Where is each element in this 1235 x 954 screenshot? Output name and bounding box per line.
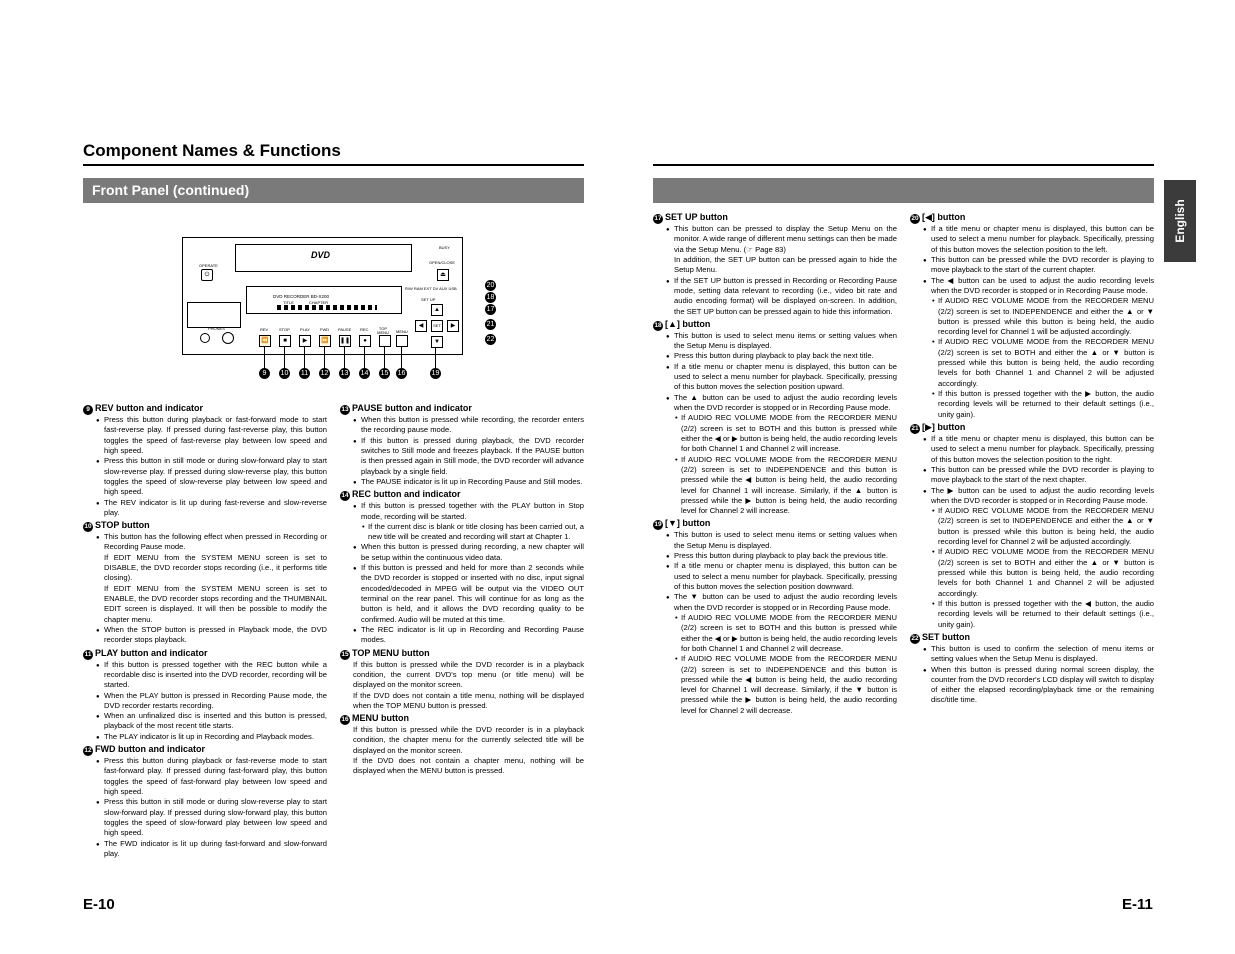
display-title-label: TITLE — [283, 300, 294, 305]
item-number: 19 — [654, 521, 662, 529]
sub-bullet-item: • If AUDIO REC VOLUME MODE from the RECORDER MENU (2/2) screen is set to BOTH and either the ▲ or ▼ button is pressed while this button is being held, the audio recording levels for both Channel 1 and Channel 2 will be adjusted accordingly. — [910, 547, 1154, 599]
sub-bullet-item: • If AUDIO REC VOLUME MODE from the RECORDER MENU (2/2) screen is set to BOTH and this button is pressed while either the ◀ or ▶ button is being held, the audio recording levels for both Channel 1 and Channel 2 will decrease. — [653, 613, 897, 654]
heading-text: PAUSE button and indicator — [352, 403, 472, 413]
play-button[interactable]: ▶ — [299, 335, 311, 347]
bullet-item: ● The ▶ button can be used to adjust the audio recording levels when the DVD recorder is stopped or in Recording Pause mode. — [910, 486, 1154, 507]
item-number: 11 — [84, 650, 92, 658]
bullet-item: ● The ◀ button can be used to adjust the audio recording levels when the DVD recorder is stopped or in Recording Pause mode. — [910, 276, 1154, 297]
display-chapter-label: CHAPTER — [309, 300, 329, 305]
front-panel-diagram — [182, 237, 463, 355]
heading-text: [▶] button — [922, 421, 966, 432]
sub-bullet-item: • If AUDIO REC VOLUME MODE from the RECORDER MENU (2/2) screen is set to INDEPENDENCE and this button is pressed while the ◀ button is being held, the audio recording level for Channel 1 will decrease. Similarly, if the ▼ button is pressed while the ▶ button is being held, the audio recording level for Channel 2 will decrease. — [653, 654, 897, 716]
bullet-item: ● The ▲ button can be used to adjust the audio recording levels when the DVD recorder is stopped or in Recording Pause mode. — [653, 393, 897, 414]
section-heading — [653, 319, 897, 331]
right-button[interactable]: ▶ — [447, 320, 459, 332]
bullet-item: ● Press this button during playback to play back the previous title. — [653, 551, 897, 561]
leader-16 — [401, 347, 402, 368]
bullet-item: ● If this button is pressed together with the REC button while a recordable disc is inserted into the DVD recorder, recording will be started. — [83, 660, 327, 691]
heading-text: TOP MENU button — [352, 647, 430, 658]
bullet-item: ● Press this button in still mode or during slow-reverse play to start slow-forward play. If pressed during slow-forward play, this button toggles the speed of slow-forward play between low speed and high speed. — [83, 797, 327, 838]
left-button[interactable]: ◀ — [415, 320, 427, 332]
paragraph: If the DVD does not contain a chapter menu, nothing will be displayed when the MENU button is pressed. — [353, 756, 584, 776]
sub-bullet-item: • If this button is pressed together with the ◀ button, the audio recording levels will be returned to their default settings (i.e., unity gain). — [910, 599, 1154, 630]
leader-10 — [284, 347, 285, 368]
busy-label: BUSY — [439, 245, 450, 250]
item-number: 20 — [911, 215, 919, 222]
callout-16: 16 — [397, 370, 406, 377]
bullet-item: ● This button has the following effect when pressed in Recording or Recording Pause mode. — [83, 532, 327, 553]
setup-label: SET UP — [421, 297, 436, 302]
pause-button[interactable]: ❚❚ — [339, 335, 351, 347]
stop-button[interactable]: ■ — [279, 335, 291, 347]
bullet-item: ● Press this button during playback or fast-forward mode to start fast-reverse play. If pressed during fast-reverse play, this button toggles the speed of fast-reverse play between low speed and high speed. — [83, 415, 327, 456]
item-number: 15 — [341, 650, 349, 658]
up-button[interactable]: ▲ — [431, 304, 443, 316]
bullet-item: ● Press this button during playback to play back the next title. — [653, 351, 897, 361]
bullet-item: ● If a title menu or chapter menu is displayed, this button can be used to select a menu number for playback. Specifically, pressing of this button moves the selection position upward. — [653, 362, 897, 393]
section-heading — [83, 744, 327, 756]
sub-bullet-item: • If this button is pressed together with the ▶ button, the audio recording levels will be returned to their default settings (i.e., unity gain). — [910, 389, 1154, 420]
sub-bullet-item: • If AUDIO REC VOLUME MODE from the RECORDER MENU (2/2) screen is set to INDEPENDENCE and this button is pressed while the ◀ button is being held, the audio recording level for Channel 1 will increase. Similarly, if the ▲ button is pressed while the ▶ button is being held, the audio recording level for Channel 2 will increase. — [653, 455, 897, 517]
bullet-item: ● This button is used to confirm the selection of menu items or setting values when the Setup Menu is displayed. — [910, 644, 1154, 665]
rev-button[interactable]: ⏪ — [259, 335, 271, 347]
dvd-logo: DVD — [311, 250, 331, 260]
page-number-right: E-11 — [1122, 896, 1153, 913]
page-title: Component Names & Functions — [83, 141, 341, 160]
callout-21: 21 — [486, 321, 495, 328]
heading-text: REV button and indicator — [95, 403, 203, 413]
section-bar: Front Panel (continued) — [83, 178, 584, 203]
callout-18: 18 — [486, 294, 495, 301]
paragraph: If EDIT MENU from the SYSTEM MENU screen is set to ENABLE, the DVD recorder stops recording and the THUMBNAIL EDIT screen is displayed. It will then be possible to modify the chapter menu. — [104, 583, 327, 624]
callout-22: 22 — [486, 336, 495, 343]
item-number: 21 — [911, 424, 919, 432]
bullet-item: ● This button can be pressed while the DVD recorder is playing to move playback to the start of the current chapter. — [910, 255, 1154, 276]
section-heading — [83, 403, 327, 415]
rev-label: REV — [260, 327, 269, 332]
callout-14: 14 — [360, 370, 369, 377]
bullet-item: ● When this button is pressed while recording, the recorder enters the recording pause mode. — [340, 415, 584, 436]
rec-label: REC — [360, 327, 369, 332]
section-heading — [340, 648, 584, 660]
page-number-left: E-10 — [83, 896, 115, 913]
bullet-item: ● The ▼ button can be used to adjust the audio recording levels when the DVD recorder is stopped or in Recording Pause mode. — [653, 592, 897, 613]
left-header-rule — [83, 164, 584, 166]
bullet-item: ● If the SET UP button is pressed in Recording or Recording Pause mode, setting data relevant to recording (i.e., video bit rate and audio encoding format) will be displayed on-screen. In addition, the SET UP button can be pressed again to hide this information. — [653, 276, 897, 317]
heading-text: [▲] button — [665, 318, 711, 329]
item-number: 17 — [654, 215, 662, 222]
column-2 — [340, 401, 584, 777]
section-heading — [340, 403, 584, 415]
sub-bullet-item: • If the current disc is blank or title closing has been carried out, a new title will be created and recording will start at Chapter 1. — [340, 522, 584, 543]
open-close-button[interactable]: ⏏ — [437, 269, 449, 281]
rec-button[interactable]: ● — [359, 335, 371, 347]
bullet-item: ● When this button is pressed during recording, a new chapter will be setup within the continuous video data. — [340, 542, 584, 563]
phones-jack[interactable] — [200, 333, 210, 343]
section-heading — [83, 520, 327, 532]
bullet-item: ● This button can be pressed to display the Setup Menu on the monitor. A wide range of different menu settings can then be made via the Setup Menu. (☞ Page 83) — [653, 224, 897, 255]
leader-19 — [435, 347, 436, 368]
section-bar-right — [653, 178, 1154, 203]
heading-text: PLAY button and indicator — [95, 647, 208, 658]
bullet-item: ● If a title menu or chapter menu is displayed, this button can be used to select a menu number for playback. Specifically, pressing of this button moves the selection position to the right. — [910, 434, 1154, 465]
top-menu-label: TOP MENU — [377, 326, 389, 335]
sub-bullet-item: • If AUDIO REC VOLUME MODE from the RECORDER MENU (2/2) screen is set to BOTH and either the ▲ or ▼ button is pressed while this button is being held, the audio recording levels for both Channel 1 and Channel 2 will be adjusted accordingly. — [910, 337, 1154, 389]
item-number: 9 — [83, 405, 93, 415]
operate-button[interactable]: ⏻ — [201, 269, 213, 281]
bullet-item: ● If this button is pressed together with the PLAY button in Stop mode, recording will be started. — [340, 501, 584, 522]
section-heading — [83, 648, 327, 660]
bullet-item: ● If this button is pressed and held for more than 2 seconds while the DVD recorder is stopped or inserted with no disc, input signal encoded/decoded in MPEG will be output via the VIDEO OUT terminal on the rear panel. This will continue for as long as the button is held, and it allows the DVD recording quality to be confirmed. Audio will be muted at this time. — [340, 563, 584, 625]
item-number: 18 — [654, 321, 662, 329]
item-number: 10 — [84, 523, 92, 531]
bullet-item: ● If this button is pressed during playback, the DVD recorder switches to Still mode and freezes playback. If the PAUSE button is then pressed again in Still mode, the DVD recorder will advance playback by a single field. — [340, 436, 584, 477]
item-number: 13 — [341, 406, 349, 413]
lcd-display — [246, 286, 402, 314]
callout-17: 17 — [486, 306, 495, 313]
fwd-button[interactable]: ⏩ — [319, 335, 331, 347]
column-3 — [653, 210, 897, 716]
item-number: 22 — [911, 634, 919, 642]
column-1 — [83, 401, 327, 859]
column-4 — [910, 210, 1154, 706]
bullet-item: ● The FWD indicator is lit up during fast-forward and slow-forward play. — [83, 839, 327, 860]
bullet-item: ● The REC indicator is lit up in Recording and Recording Pause modes. — [340, 625, 584, 646]
bullet-item: ● If a title menu or chapter menu is displayed, this button can be used to select a menu number for playback. Specifically, pressing of this button moves the selection position downward. — [653, 561, 897, 592]
callout-15: 15 — [380, 370, 389, 377]
audio-meter — [187, 302, 241, 328]
callout-11: 11 — [300, 370, 309, 377]
bullet-item: ● This button is used to select menu items or setting values when the Setup Menu is displayed. — [653, 530, 897, 551]
section-heading — [340, 713, 584, 725]
leader-9 — [264, 347, 265, 368]
paragraph: If this button is pressed while the DVD recorder is in a playback condition, the chapter menu for the currently selected title will be displayed on the monitor screen. — [353, 725, 584, 755]
section-heading — [910, 632, 1154, 644]
down-button[interactable]: ▼ — [431, 336, 443, 348]
bullet-item: ● The PLAY indicator is lit up in Recording and Playback modes. — [83, 732, 327, 742]
play-label: PLAY — [300, 327, 310, 332]
indicator-row: R/W RAM EXT DV AUX USB — [405, 286, 457, 291]
bullet-item: ● When an unfinalized disc is inserted and this button is pressed, playback of the most recent title starts. — [83, 711, 327, 732]
heading-text: STOP button — [95, 520, 150, 531]
menu-label: MENU — [396, 329, 408, 334]
callout-20: 20 — [486, 282, 495, 289]
display-title: DVD RECORDER BD-X200 — [273, 294, 330, 299]
section-heading — [910, 422, 1154, 434]
section-heading — [653, 518, 897, 530]
top-menu-button[interactable] — [379, 335, 391, 347]
bullet-item: ● The REV indicator is lit up during fast-reverse and slow-reverse play. — [83, 498, 327, 519]
callout-9: 9 — [259, 368, 270, 379]
leader-15 — [384, 347, 385, 368]
bullet-item: ● When this button is pressed during normal screen display, the counter from the DVD recorder's LCD display will switch to display of either the elapsed recording/playback time or the remaining disc/title time. — [910, 665, 1154, 706]
paragraph: If the DVD does not contain a title menu, nothing will be displayed when the TOP MENU button is pressed. — [353, 690, 584, 710]
right-header-rule — [653, 164, 1154, 166]
pause-label: PAUSE — [338, 327, 352, 332]
sub-bullet-item: • If AUDIO REC VOLUME MODE from the RECORDER MENU (2/2) screen is set to INDEPENDENCE and either the ▲ or ▼ button is pressed while this button is being held, the audio recording level for Channel 1 will be adjusted accordingly. — [910, 296, 1154, 337]
callout-13: 13 — [340, 370, 349, 377]
section-heading — [910, 212, 1154, 224]
segment-digits — [277, 305, 377, 310]
heading-text: SET button — [922, 631, 970, 642]
heading-text: REC button and indicator — [352, 489, 461, 500]
callout-12: 12 — [320, 370, 329, 377]
bullet-item: ● This button is used to select menu items or setting values when the Setup Menu is displayed. — [653, 331, 897, 352]
language-tab: English — [1164, 180, 1196, 262]
bullet-item: ● When the PLAY button is pressed in Recording Pause mode, the DVD recorder restarts recording. — [83, 691, 327, 712]
leader-14 — [364, 347, 365, 368]
open-close-label: OPEN/CLOSE — [429, 260, 456, 265]
paragraph: If EDIT MENU from the SYSTEM MENU screen is set to DISABLE, the DVD recorder stops recording (i.e., it performs title closing). — [104, 552, 327, 583]
item-number: 16 — [341, 716, 349, 724]
item-number: 12 — [84, 747, 92, 755]
bullet-item: ● This button can be pressed while the DVD recorder is playing to move playback to the start of the next chapter. — [910, 465, 1154, 486]
section-heading — [340, 489, 584, 501]
paragraph: If this button is pressed while the DVD recorder is in a playback condition, the current DVD's top menu (or title menu) will be displayed on the monitor screen. — [353, 659, 584, 690]
heading-text: [▼] button — [665, 518, 711, 529]
heading-text: FWD button and indicator — [95, 744, 205, 755]
leader-13 — [344, 347, 345, 368]
bullet-item: ● When the STOP button is pressed in Playback mode, the DVD recorder stops playback. — [83, 625, 327, 646]
sub-bullet-item: • If AUDIO REC VOLUME MODE from the RECORDER MENU (2/2) screen is set to INDEPENDENCE and either the ▲ or ▼ button is pressed while this button is being held, the audio recording level for Channel 2 will be adjusted accordingly. — [910, 506, 1154, 547]
phones-label: PHONES — [208, 326, 225, 331]
bullet-item: ● If a title menu or chapter menu is displayed, this button can be used to select a menu number for playback. Specifically, pressing of this button moves the selection position to the left. — [910, 224, 1154, 255]
phones-volume-knob[interactable] — [222, 332, 234, 344]
menu-button[interactable] — [396, 335, 408, 347]
heading-text: [◀] button — [922, 212, 966, 222]
set-button[interactable]: SET — [431, 320, 443, 332]
leader-11 — [304, 347, 305, 368]
bullet-item: ● Press this button during playback or fast-reverse mode to start fast-forward play. If pressed during fast-forward play, this button toggles the speed of fast-forward play between low speed and high speed. — [83, 756, 327, 797]
heading-text: SET UP button — [665, 212, 728, 222]
stop-label: STOP — [279, 327, 290, 332]
callout-10: 10 — [280, 370, 289, 377]
item-number: 14 — [341, 492, 349, 500]
leader-12 — [324, 347, 325, 368]
heading-text: MENU button — [352, 713, 409, 724]
callout-19: 19 — [431, 370, 440, 377]
operate-label: OPERATE — [199, 263, 218, 268]
fwd-label: FWD — [320, 327, 330, 332]
bullet-item: ● Press this button in still mode or during slow-forward play to start slow-reverse play. If pressed during slow-reverse play, this button toggles the speed of slow-reverse play between low speed and high speed. — [83, 456, 327, 497]
bullet-item: ● The PAUSE indicator is lit up in Recording Pause and Still modes. — [340, 477, 584, 487]
sub-bullet-item: • If AUDIO REC VOLUME MODE from the RECORDER MENU (2/2) screen is set to BOTH and this button is pressed while either the ◀ or ▶ button is being held, the audio recording levels for both Channel 1 and Channel 2 will increase. — [653, 413, 897, 454]
paragraph: In addition, the SET UP button can be pressed again to hide the Setup Menu. — [674, 254, 897, 275]
section-heading — [653, 212, 897, 224]
